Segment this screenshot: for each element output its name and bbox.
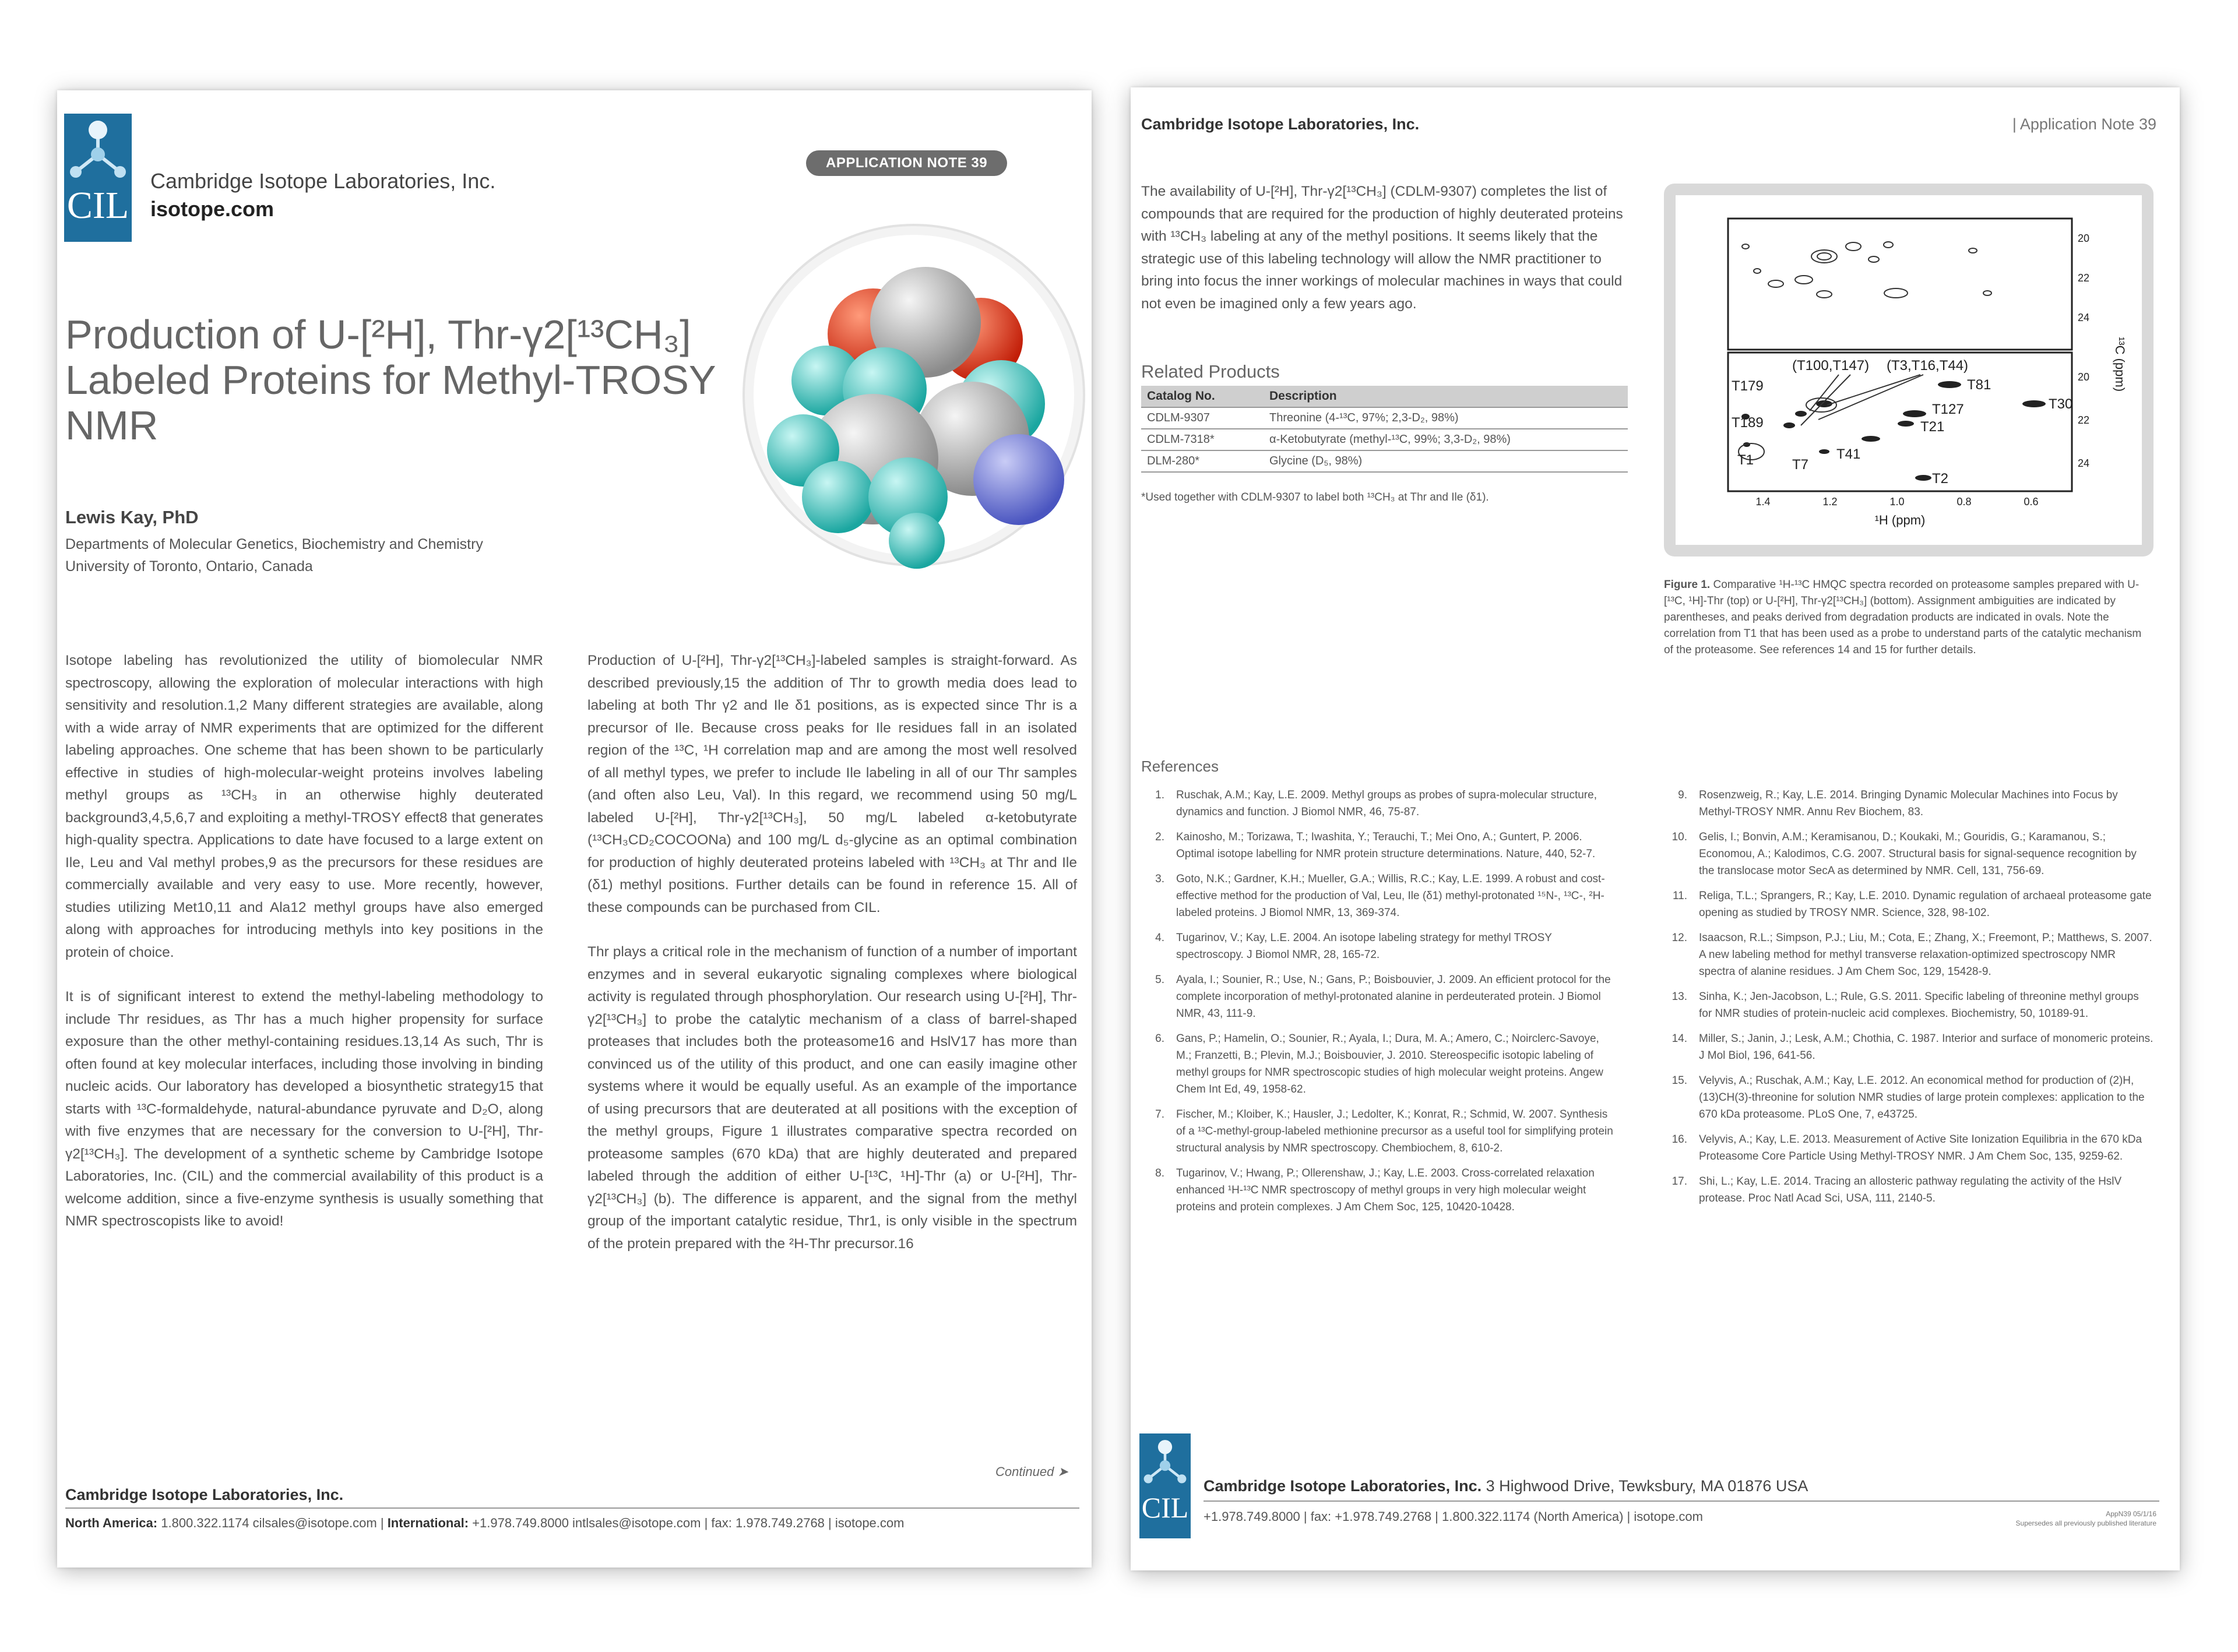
peak-label: T7 — [1792, 457, 1809, 473]
footer-small-print — [2016, 1509, 2156, 1528]
ref-number: 13. — [1672, 991, 1687, 1003]
reference-item — [1664, 829, 2153, 879]
reference-item — [1141, 1165, 1613, 1216]
x-tick: 1.0 — [1889, 496, 1905, 508]
reference-item — [1664, 929, 2153, 980]
product-description: Glycine (D₅, 98%) — [1264, 450, 1628, 472]
y-tick: 20 — [2078, 371, 2090, 383]
ref-text: Miller, S.; Janin, J.; Lesk, A.M.; Chothia, C. 1987. Interior and surface of monomeric proteins. J Mol Biol, 196, 641-56. — [1699, 1033, 2153, 1062]
x-tick: 0.6 — [2024, 496, 2039, 508]
x-tick: 0.8 — [1957, 496, 1972, 508]
ref-number: 2. — [1155, 831, 1164, 843]
ref-text: Gelis, I.; Bonvin, A.M.; Keramisanou, D.; Koukaki, M.; Gouridis, G.; Karamanou, S.; Economou, A.; Kalodimos, C.G. 2007. Structural basis for signal-sequence recognition by the translocase motor SecA as determined by NMR. Cell, 131, 756-69. — [1699, 831, 2137, 877]
peak-label: (T3,T16,T44) — [1887, 358, 1969, 374]
y-tick: 20 — [2078, 233, 2090, 244]
table-footnote: *Used together with CDLM-9307 to label both ¹³CH₃ at Thr and Ile (δ1). — [1141, 491, 1489, 503]
cil-logo-small — [1139, 1433, 1191, 1538]
reference-item — [1141, 829, 1613, 862]
reference-item — [1141, 971, 1613, 1022]
ref-number: 9. — [1678, 789, 1687, 801]
doc-code: AppN39 05/1/16 — [2106, 1510, 2156, 1518]
hmqc-spectra-svg — [1676, 195, 2142, 545]
ref-number: 3. — [1155, 873, 1164, 885]
figure-1-plot-area — [1676, 195, 2142, 545]
y-tick: 24 — [2078, 457, 2090, 469]
supersedes-note: Supersedes all previously published literature — [2015, 1519, 2156, 1527]
peak-label: T189 — [1732, 415, 1764, 431]
reference-item — [1141, 929, 1613, 963]
x-tick: 1.4 — [1755, 496, 1771, 508]
peak-label: T179 — [1732, 378, 1764, 394]
header-company: Cambridge Isotope Laboratories, Inc. — [1141, 115, 1420, 133]
intro-paragraph: The availability of U-[²H], Thr-γ2[¹³CH₃] (CDLM-9307) completes the list of compounds that are required for the production of highly deuterated proteins with ¹³CH₃ labeling at any of the methyl positions. It seems likely that the strategic use of this labeling technology will allow the NMR practitioner to bring into focus the inner workings of molecular machines in ways that could not even be imagined only a few years ago. — [1141, 184, 1623, 312]
ref-text: Tugarinov, V.; Kay, L.E. 2004. An isotope labeling strategy for methyl TROSY spectroscopy. J Biomol NMR, 28, 165-72. — [1176, 932, 1552, 961]
cil-logo — [64, 114, 132, 242]
reference-item — [1664, 1173, 2153, 1207]
footer-company-name: Cambridge Isotope Laboratories, Inc. — [1204, 1477, 1482, 1495]
footer-rule — [65, 1507, 1079, 1509]
footer-company — [1204, 1477, 1808, 1495]
app-note-badge: APPLICATION NOTE 39 — [806, 150, 1007, 176]
y-tick: 22 — [2078, 272, 2090, 284]
ref-text: Goto, N.K.; Gardner, K.H.; Mueller, G.A.; Willis, R.C.; Kay, L.E. 1999. A robust and cost-effective method for the production of Val, Leu, Ile (δ1) methyl-protonated ¹⁵N-, ¹³C-, ²H-labeled proteins. J Biomol NMR, 13, 369-374. — [1176, 873, 1605, 919]
footer-intl-label: International: — [387, 1516, 469, 1530]
reference-item — [1664, 1030, 2153, 1064]
header-description: Description — [1264, 386, 1628, 407]
document-page-2 — [1131, 87, 2180, 1570]
x-tick: 1.2 — [1822, 496, 1838, 508]
reference-item — [1664, 988, 2153, 1022]
ref-number: 6. — [1155, 1033, 1164, 1045]
table-row — [1141, 407, 1628, 429]
reference-item — [1664, 787, 2153, 820]
footer-address: 3 Highwood Drive, Tewksbury, MA 01876 USA — [1486, 1477, 1808, 1495]
ref-text: Religa, T.L.; Sprangers, R.; Kay, L.E. 2010. Dynamic regulation of archaeal proteasome gate opening as studied by TROSY NMR. Science, 328, 98-102. — [1699, 890, 2152, 919]
footer-na-value: 1.800.322.1174 cilsales@isotope.com | — [161, 1516, 384, 1530]
product-description: α-Ketobutyrate (methyl-¹³C, 99%; 3,3-D₂, 98%) — [1264, 429, 1628, 450]
author-affiliation — [65, 533, 483, 577]
peak-label: T30 — [2049, 396, 2073, 412]
cil-logo-text: CIL — [66, 184, 129, 227]
continued-label: Continued ➤ — [995, 1464, 1068, 1479]
ref-number: 11. — [1672, 890, 1687, 902]
paragraph: It is of significant interest to extend the methyl-labeling methodology to include Thr residues, as Thr has a much higher propensity for surface exposure than the other methyl-containing residues.13,14 As such, Thr is often found at key molecular interfaces, including those involving in binding nucleic acids. Our laboratory has developed a biosynthetic strategy15 that starts with ¹³C-formaldehyde, natural-abundance pyruvate and D₂O, along with five enzymes that are necessary for the conversion to U-[²H], Thr-γ2[¹³CH₃]. The development of a synthetic scheme by Cambridge Isotope Laboratories, Inc. (CIL) and the commercial availability of this product is a welcome addition, since a five-enzyme synthesis is usually something that NMR spectroscopists like to avoid! — [65, 989, 543, 1229]
ref-number: 12. — [1672, 932, 1687, 944]
y-axis-label: ¹³C (ppm) — [2113, 336, 2127, 392]
molecule-illustration — [739, 223, 1095, 579]
footer-contact — [65, 1516, 904, 1531]
ref-text: Fischer, M.; Kloiber, K.; Hausler, J.; Ledolter, K.; Konrat, R.; Schmid, W. 2007. Synthesis of a ¹³C-methyl-group-labeled methionine precursor as a useful tool for simplifying protein structural analysis by NMR spectroscopy. Chembiochem, 8, 610-2. — [1176, 1108, 1613, 1154]
footer-intl-value: +1.978.749.8000 intlsales@isotope.com | fax: 1.978.749.2768 | isotope.com — [472, 1516, 905, 1530]
table-row — [1141, 450, 1628, 472]
references-left-column — [1141, 787, 1613, 1224]
ref-text: Ayala, I.; Sounier, R.; Use, N.; Gans, P.; Boisbouvier, J. 2009. An efficient protocol for the complete incorporation of methyl-protonated alanine in perdeuterated protein. J Biomol NMR, 43, 111-9. — [1176, 974, 1611, 1020]
peak-label: T127 — [1932, 401, 1964, 417]
table-header-row — [1141, 386, 1628, 407]
peak-label: T2 — [1932, 471, 1949, 487]
header-app-note: | Application Note 39 — [2012, 115, 2156, 133]
catalog-no: CDLM-9307 — [1141, 407, 1264, 429]
document-title — [65, 312, 736, 448]
ref-text: Ruschak, A.M.; Kay, L.E. 2009. Methyl groups as probes of supra-molecular structure, dynamics and function. J Biomol NMR, 46, 75-87. — [1176, 789, 1597, 818]
footer-company: Cambridge Isotope Laboratories, Inc. — [65, 1486, 344, 1503]
ref-number: 16. — [1672, 1133, 1687, 1146]
footer-rule — [1204, 1500, 2159, 1502]
cil-molecule-icon — [1139, 1433, 1191, 1489]
catalog-no: DLM-280* — [1141, 450, 1264, 472]
affiliation-line: Departments of Molecular Genetics, Biochemistry and Chemistry — [65, 536, 483, 552]
peak-label: (T100,T147) — [1792, 358, 1870, 374]
ref-number: 14. — [1672, 1033, 1687, 1045]
company-url[interactable]: isotope.com — [150, 197, 275, 221]
ref-text: Rosenzweig, R.; Kay, L.E. 2014. Bringing Dynamic Molecular Machines into Focus by Methyl-TROSY NMR. Annu Rev Biochem, 83. — [1699, 789, 2118, 818]
ref-text: Sinha, K.; Jen-Jacobson, L.; Rule, G.S. 2011. Specific labeling of threonine methyl groups for NMR studies of protein-nucleic acid complexes. Biochemistry, 50, 10189-91. — [1699, 991, 2139, 1020]
figure-1-caption — [1664, 577, 2153, 658]
x-axis-label: ¹H (ppm) — [1874, 513, 1926, 527]
product-description: Threonine (4-¹³C, 97%; 2,3-D₂, 98%) — [1264, 407, 1628, 429]
peak-label: T1 — [1737, 452, 1754, 468]
affiliation-line: University of Toronto, Ontario, Canada — [65, 558, 313, 575]
ref-number: 7. — [1155, 1108, 1164, 1121]
author-name: Lewis Kay, PhD — [65, 507, 199, 527]
cil-molecule-icon — [64, 114, 132, 184]
reference-item — [1141, 871, 1613, 921]
reference-item — [1664, 1072, 2153, 1123]
body-column-2 — [587, 650, 1077, 1277]
ref-text: Tugarinov, V.; Hwang, P.; Ollerenshaw, J.; Kay, L.E. 2003. Cross-correlated relaxation enhanced ¹H-¹³C NMR spectroscopy of methyl groups in very high molecular weight proteins and protein complexes. J Am Chem Soc, 125, 10420-10428. — [1176, 1167, 1595, 1213]
ref-number: 10. — [1672, 831, 1687, 843]
figure-caption-label: Figure 1. — [1664, 579, 1711, 591]
table-row — [1141, 429, 1628, 450]
ref-text: Shi, L.; Kay, L.E. 2014. Tracing an allosteric pathway regulating the activity of the HslV protease. Proc Natl Acad Sci, USA, 111, 2140-5. — [1699, 1175, 2122, 1204]
related-products-table — [1141, 386, 1628, 473]
ref-number: 17. — [1672, 1175, 1687, 1188]
peak-label: T81 — [1967, 377, 1991, 393]
reference-item — [1664, 887, 2153, 921]
ref-number: 8. — [1155, 1167, 1164, 1179]
peak-label: T41 — [1836, 446, 1861, 462]
ref-number: 4. — [1155, 932, 1164, 944]
reference-item — [1141, 1106, 1613, 1157]
reference-item — [1664, 1131, 2153, 1165]
body-column-1 — [65, 650, 543, 1255]
company-name: Cambridge Isotope Laboratories, Inc. — [150, 169, 496, 193]
references-title: References — [1141, 758, 1219, 775]
ref-text: Velyvis, A.; Ruschak, A.M.; Kay, L.E. 2012. An economical method for production of (2)H, (13)CH(3)-threonine for solution NMR studies of large protein complexes: application to the 670 kDa proteasome. PLoS One, 7, e43725. — [1699, 1075, 2145, 1121]
ref-text: Gans, P.; Hamelin, O.; Sounier, R.; Ayala, I.; Dura, M. A.; Amero, C.; Noirclerc-Savoye, M.; Franzetti, B.; Plevin, M.J.; Boisbouvier, J. 2010. Stereospecific isotopic labeling of methyl groups for NMR spectroscopic studies of high molecular weight proteins. Angew Chem Int Ed, 49, 1958-62. — [1176, 1033, 1603, 1096]
references-right-column — [1664, 787, 2153, 1215]
reference-item — [1141, 1030, 1613, 1098]
cil-logo-text: CIL — [1141, 1491, 1189, 1524]
footer-contact: +1.978.749.8000 | fax: +1.978.749.2768 | 1.800.322.1174 (North America) | isotope.com — [1204, 1509, 1703, 1524]
title-line-2: Labeled Proteins for Methyl-TROSY — [65, 357, 716, 403]
figure-caption-text: Comparative ¹H-¹³C HMQC spectra recorded on proteasome samples prepared with U-[¹³C, ¹H]-Thr (top) or U-[²H], Thr-γ2[¹³CH₃] (bottom). Assignment ambiguities are indicated by parentheses, and peaks derived from degradation products are indicated in ovals. Note the correlation from T1 that has been used as a probe to understand parts of the catalytic mechanism of the proteasome. See references 14 and 15 for further details. — [1664, 579, 2142, 656]
catalog-no: CDLM-7318* — [1141, 429, 1264, 450]
y-tick: 22 — [2078, 414, 2090, 426]
paragraph: Production of U-[²H], Thr-γ2[¹³CH₃]-labeled samples is straight-forward. As described previously,15 the addition of Thr to growth media does lead to labeling at both Thr γ2 and Ile δ1 positions, as is expected since Thr is a precursor of Ile. Because cross peaks for Ile residues fall in an isolated region of the ¹³C, ¹H correlation map and are among the most well resolved of all methyl types, we prefer to include Ile labeling in all of our Thr samples (and often also Leu, Val). In this regard, we recommend using 50 mg/L labeled U-[²H], Thr-γ2[¹³CH₃], 50 mg/L labeled α-ketobutyrate (¹³CH₃CD₂COCOONa) and 100 mg/L d₅-glycine as an optimal combination for production of highly deuterated proteins labeled with ¹³CH₃ at Thr and Ile (δ1) methyl positions. Further details can be found in reference 15. All of these compounds can be purchased from CIL. — [587, 653, 1077, 915]
title-line-3: NMR — [65, 403, 159, 448]
related-products-title: Related Products — [1141, 361, 1280, 382]
paragraph: Isotope labeling has revolutionized the utility of biomolecular NMR spectroscopy, allowing the exploration of molecular interactions with high sensitivity and resolution.1,2 Many different strategies are available, along with a wide array of NMR experiments that are optimized for the different labeling approaches. One scheme that has been shown to be particularly effective in studies of high-molecular-weight proteins involves labeling methyl groups as ¹³CH₃ in an otherwise highly deuterated background3,4,5,6,7 and exploiting a methyl-TROSY effect8 that generates high-quality spectra. Applications to date have focused to a large extent on Ile, Leu and Val methyl probes,9 as the precursors for these residues are commercially available and very easy to use. More recently, however, studies utilizing Met10,11 and Ala12 methyl groups have also emerged along with approaches for introducing methyls into key positions in the protein of choice. — [65, 653, 543, 960]
title-line-1: Production of U-[²H], Thr-γ2[¹³CH₃] — [65, 312, 691, 357]
ref-number: 15. — [1672, 1075, 1687, 1087]
ref-text: Isaacson, R.L.; Simpson, P.J.; Liu, M.; Cota, E.; Zhang, X.; Freemont, P.; Matthews, S. 2007. A new labeling method for methyl transverse relaxation-optimized spectroscopy NMR spectra of alanine residues. J Am Chem Soc, 129, 15428-9. — [1699, 932, 2152, 978]
ref-text: Velyvis, A.; Kay, L.E. 2013. Measurement of Active Site Ionization Equilibria in the 670 kDa Proteasome Core Particle Using Methyl-TROSY NMR. J Am Chem Soc, 135, 9259-62. — [1699, 1133, 2142, 1163]
footer-na-label: North America: — [65, 1516, 158, 1530]
ref-number: 5. — [1155, 974, 1164, 986]
peak-label: T21 — [1920, 419, 1945, 435]
figure-1-frame — [1664, 184, 2153, 556]
y-tick: 24 — [2078, 312, 2090, 323]
paragraph: Thr plays a critical role in the mechanism of function of a number of important enzymes and in several eukaryotic signaling complexes where biological activity is regulated through phosphorylation. Our research using U-[²H], Thr-γ2[¹³CH₃] to probe the catalytic mechanism of a class of barrel-shaped proteases that includes both the proteasome16 and HslV17 has more than convinced us of the utility of this product, and one can easily imagine other systems where it would be equally useful. As an example of the importance of using precursors that are deuterated at all positions with the exception of the methyl groups, Figure 1 illustrates comparative spectra recorded on proteasome samples (670 kDa) that are highly deuterated and prepared labeled through the addition of either U-[¹³C, ¹H]-Thr (a) or U-[²H], Thr-γ2[¹³CH₃] (b). The difference is apparent, and the signal from the methyl group of the important catalytic residue, Thr1, is only visible in the spectrum of the protein prepared with the ²H-Thr precursor.16 — [587, 944, 1077, 1252]
ref-text: Kainosho, M.; Torizawa, T.; Iwashita, Y.; Terauchi, T.; Mei Ono, A.; Guntert, P. 2006. Optimal isotope labelling for NMR protein structure determinations. Nature, 440, 52-7. — [1176, 831, 1596, 860]
document-page-1 — [57, 90, 1092, 1568]
reference-item — [1141, 787, 1613, 820]
ref-number: 1. — [1155, 789, 1164, 801]
header-catalog: Catalog No. — [1141, 386, 1264, 407]
